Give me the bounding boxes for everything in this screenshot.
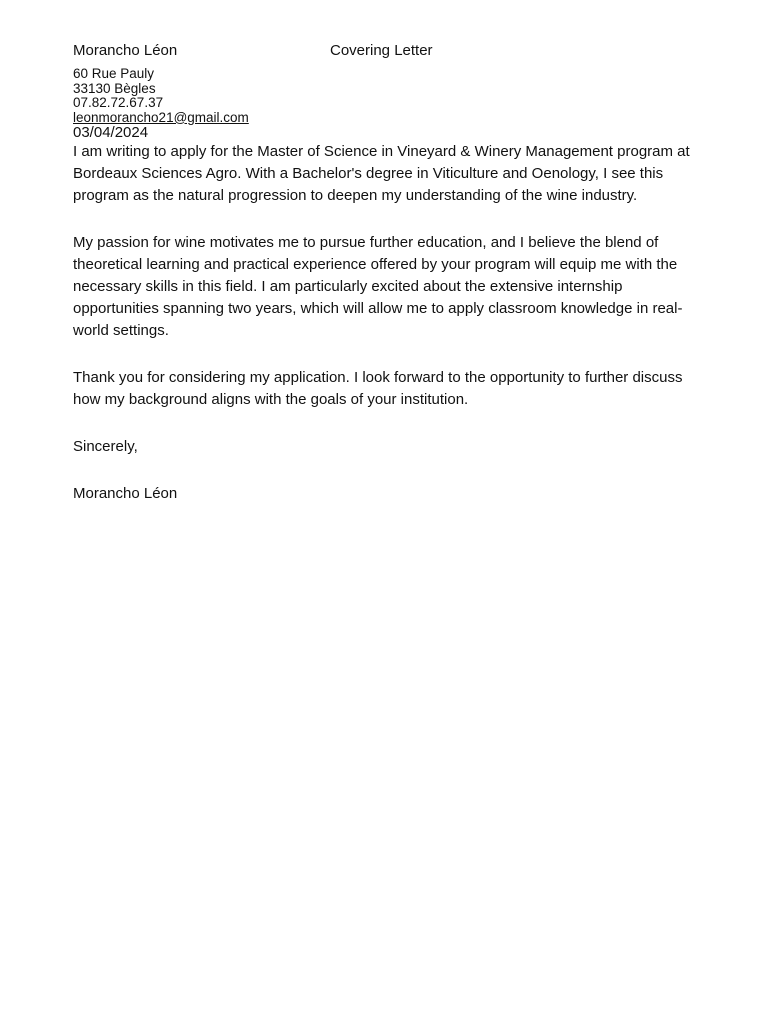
body-paragraph-2: My passion for wine motivates me to pursue further education, and I believe the blend of theoretical learning and practical experience offered by your program will equip me with the necessary skills in this field. I am particularly excited about the extensive internship opportunities spanning two years, which will allow me to apply classroom knowledge in real-world settings. — [73, 234, 683, 340]
phone-number: 07.82.72.67.37 — [73, 95, 164, 111]
body-paragraph-1: I am writing to apply for the Master of Science in Vineyard & Winery Management program at Bordeaux Sciences Agro. With a Bachelor's degree in Viticulture and Oenology, I see this program as the natural progression to deepen my understanding of the wine industry. — [73, 143, 690, 205]
paragraph-spacer — [73, 342, 703, 367]
paragraph-spacer — [73, 458, 703, 483]
paragraph-spacer — [73, 207, 703, 232]
paragraph-spacer — [73, 411, 703, 436]
closing-salutation: Sincerely, — [73, 438, 138, 456]
letter-header — [73, 40, 703, 62]
contact-block — [73, 67, 703, 125]
email-link[interactable]: leonmorancho21@gmail.com — [73, 109, 249, 125]
street-address: 60 Rue Pauly — [73, 66, 155, 81]
letter-page — [73, 40, 703, 505]
body-paragraph-3: Thank you for considering my application. I look forward to the opportunity to further discuss how my background aligns with the goals of your institution. — [73, 369, 683, 409]
city-address: 33130 Bègles — [73, 80, 156, 96]
letter-date: 03/04/2024 — [73, 124, 149, 142]
sender-name: Morancho Léon — [73, 42, 178, 59]
signature-name: Morancho Léon — [73, 485, 178, 503]
document-title: Covering Letter — [330, 42, 433, 59]
